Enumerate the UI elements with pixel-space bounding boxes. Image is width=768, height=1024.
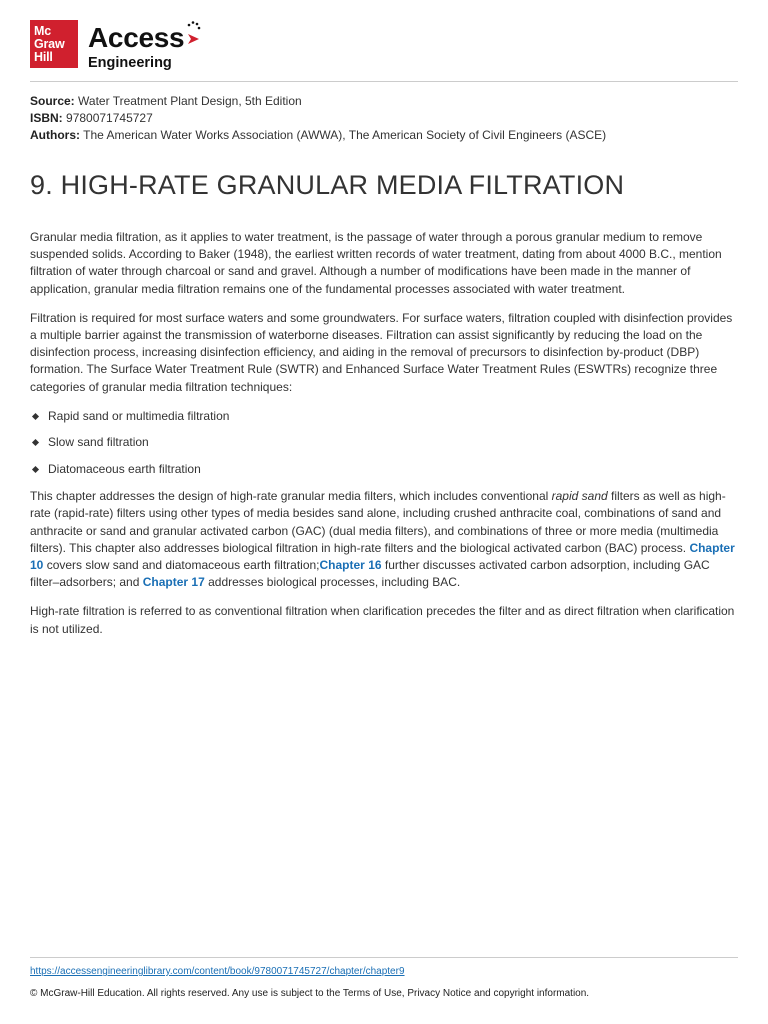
list-item: Slow sand filtration xyxy=(30,434,738,451)
paragraph-2: Filtration is required for most surface waters and some groundwaters. For surface waters, filtration coupled with disinfection provides a multiple barrier against the transmission of waterborne diseases. Filtration can assist significantly by reducing the load on the disinfection process, increasing disinfection efficiency, and aiding in the removal of precursors to disinfection by-product (DBP) formation. The Surface Water Treatment Rule (SWTR) and Enhanced Surface Water Treatment Rules (ESWTRs) recognize three categories of granular media filtration techniques: xyxy=(30,310,733,394)
logo-access-text: Access xyxy=(88,21,185,53)
chapter-10-link[interactable]: Chapter 10 xyxy=(30,540,735,573)
isbn-label: ISBN: xyxy=(30,111,63,125)
header-logo[interactable] xyxy=(30,20,202,71)
chapter-url-link[interactable]: https://accessengineeringlibrary.com/content/book/9780071745727/chapter/chapter9 xyxy=(30,966,405,977)
logo-line-mc: Mc xyxy=(34,24,51,38)
paragraph-1: Granular media filtration, as it applies to water treatment, is the passage of water through a porous granular medium to remove suspended solids. According to Baker (1948), the earliest written records of water treatment, dating from about 4000 B.C., mention filtration of water through charcoal or sand and gravel. Although a number of modifications have been made in the manner of application, granular media filtration remains one of the fundamental processes associated with water treatment. xyxy=(30,230,722,296)
chapter-body xyxy=(30,229,738,650)
access-engineering-logo xyxy=(88,20,202,70)
source-label: Source: xyxy=(30,94,75,108)
chapter-title: 9. HIGH-RATE GRANULAR MEDIA FILTRATION xyxy=(30,170,625,200)
mcgraw-hill-logo xyxy=(30,20,78,68)
filtration-categories-list xyxy=(30,408,738,478)
bullet-icon xyxy=(32,439,39,446)
chapter-16-link[interactable]: Chapter 16 xyxy=(319,558,382,573)
logo-line-hill: Hill xyxy=(34,50,53,64)
logo-engineering-text: Engineering xyxy=(88,55,172,71)
logo-line-graw: Graw xyxy=(34,37,65,51)
copyright-notice: © McGraw-Hill Education. All rights reserved. Any use is subject to the Terms of Use, Privacy Notice and copyright information. xyxy=(30,988,590,999)
source-line xyxy=(30,93,606,110)
chapter-17-link[interactable]: Chapter 17 xyxy=(142,575,205,590)
paragraph-3: This chapter addresses the design of high-rate granular media filters, which includes conventional rapid sand filters as well as high-rate (rapid-rate) filters using other types of media besides sand alone, including crushed anthracite coal, combinations of sand and anthracite or sand and granular activated carbon (GAC) (dual media filters), and combinations of three or more media (multimedia filters). This chapter also addresses biological filtration in high-rate filters and the biological activated carbon (BAC) process. Chapter 10 covers slow sand and diatomaceous earth filtration;Chapter 16 further discusses activated carbon adsorption, including GAC filter–adsorbers; and Chapter 17 addresses biological processes, including BAC. xyxy=(30,489,735,590)
logo-arrow-icon xyxy=(186,20,202,55)
authors-label: Authors: xyxy=(30,128,80,142)
authors-value: The American Water Works Association (AWWA), The American Society of Civil Engineers (ASCE) xyxy=(83,128,607,142)
source-metadata xyxy=(30,93,606,144)
bullet-icon xyxy=(32,413,39,420)
source-value: Water Treatment Plant Design, 5th Edition xyxy=(78,94,302,108)
header-divider xyxy=(30,81,738,82)
footer-divider xyxy=(30,957,738,958)
bullet-icon xyxy=(32,466,39,473)
authors-line xyxy=(30,127,606,144)
list-item: Rapid sand or multimedia filtration xyxy=(30,408,738,425)
list-item: Diatomaceous earth filtration xyxy=(30,461,738,478)
document-page xyxy=(30,0,738,1024)
isbn-line xyxy=(30,110,606,127)
emphasis-rapid-sand: rapid sand xyxy=(551,489,608,504)
isbn-value: 9780071745727 xyxy=(66,111,153,125)
paragraph-4: High-rate filtration is referred to as conventional filtration when clarification precedes the filter and as direct filtration when clarification is not utilized. xyxy=(30,604,735,636)
